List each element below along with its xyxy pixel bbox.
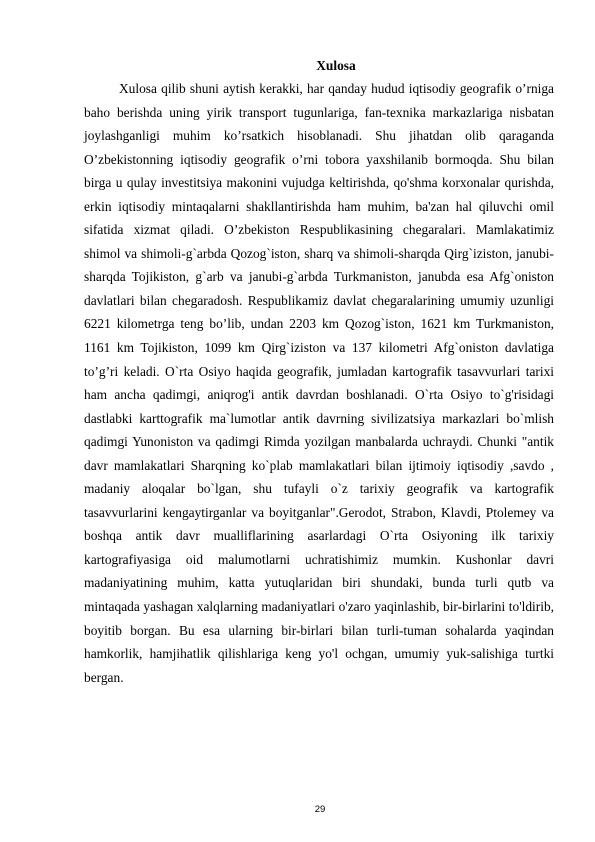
page-number: 29 (314, 804, 326, 815)
page-title: Xulosa (316, 58, 356, 73)
body-paragraph: Xulosa qilib shuni aytish kerakki, har qanday hudud iqtisodiy geografik o’rniga baho berishda uning yirik transport tugunlariga, fan-texnika markazlariga nisbatan joylashganligi muhim ko’rsatkich hisoblanadi. Shu jihatdan olib qaraganda O’zbekistonning iqtisodiy geografik o’rni tobora yaxshilanib bormoqda. Shu bilan birga u qulay investitsiya makonini vujudga keltirishda, qo'shma korxonalar qurishda, erkin iqtisodiy mintaqalarni shakllantirishda ham muhim, ba'zan hal qiluvchi omil sifatida xizmat qiladi. O’zbekiston Respublikasining chegaralari. Mamlakatimiz shimol va shimoli-g`arbda Qozog`iston, sharq va shimoli-sharqda Qirg`iziston, janubi-sharqda Tojikiston, g`arb va janubi-g`arbda Turkmaniston, janubda esa Afg`oniston davlatlari bilan chegaradosh. Respublikamiz davlat chegaralarining umumiy uzunligi 6221 kilometrga teng bo’lib, undan 2203 km Qozog`iston, 1621 km Turkmaniston, 1161 km Tojikiston, 1099 km Qirg`iziston va 137 kilometri Afg`oniston davlatiga to’g’ri keladi. O`rta Osiyo haqida geografik, jumladan kartografik tasavvurlari tarixi ham ancha qadimgi, aniqrog'i antik davrdan boshlanadi. O`rta Osiyo to`g'risidagi dastlabki karttografik ma`lumotlar antik davrning sivilizatsiya markazlari bo`mlish qadimgi Yunoniston va qadimgi Rimda yozilgan manbalarda uchraydi. Chunki "antik davr mamlakatlari Sharqning ko`plab mamlakatlari bilan ijtimoiy iqtisodiy ,savdo , madaniy aloqalar bo`lgan, shu tufayli o`z tarixiy geografik va kartografik tasavvurlarini kengaytirganlar va boyitganlar".Gerodot, Strabon, Klavdi, Ptolemey va boshqa antik davr mualliflarining asarlardagi O`rta Osiyoning ilk tarixiy kartografiyasiga oid malumotlarni uchratishimiz mumkin. Kushonlar davri madaniyatining muhim, katta yutuqlaridan biri shundaki, bunda turli qutb va mintaqada yashagan xalqlarning madaniyatlari o'zaro yaqinlashib, bir-birlarini to'ldirib, boyitib borgan. Bu esa ularning bir-birlari bilan turli-tuman sohalarda yaqindan hamkorlik, hamjihatlik qilishlariga keng yo'l ochgan, umumiy yuk-salishiga turtki bergan. (84, 81, 554, 685)
